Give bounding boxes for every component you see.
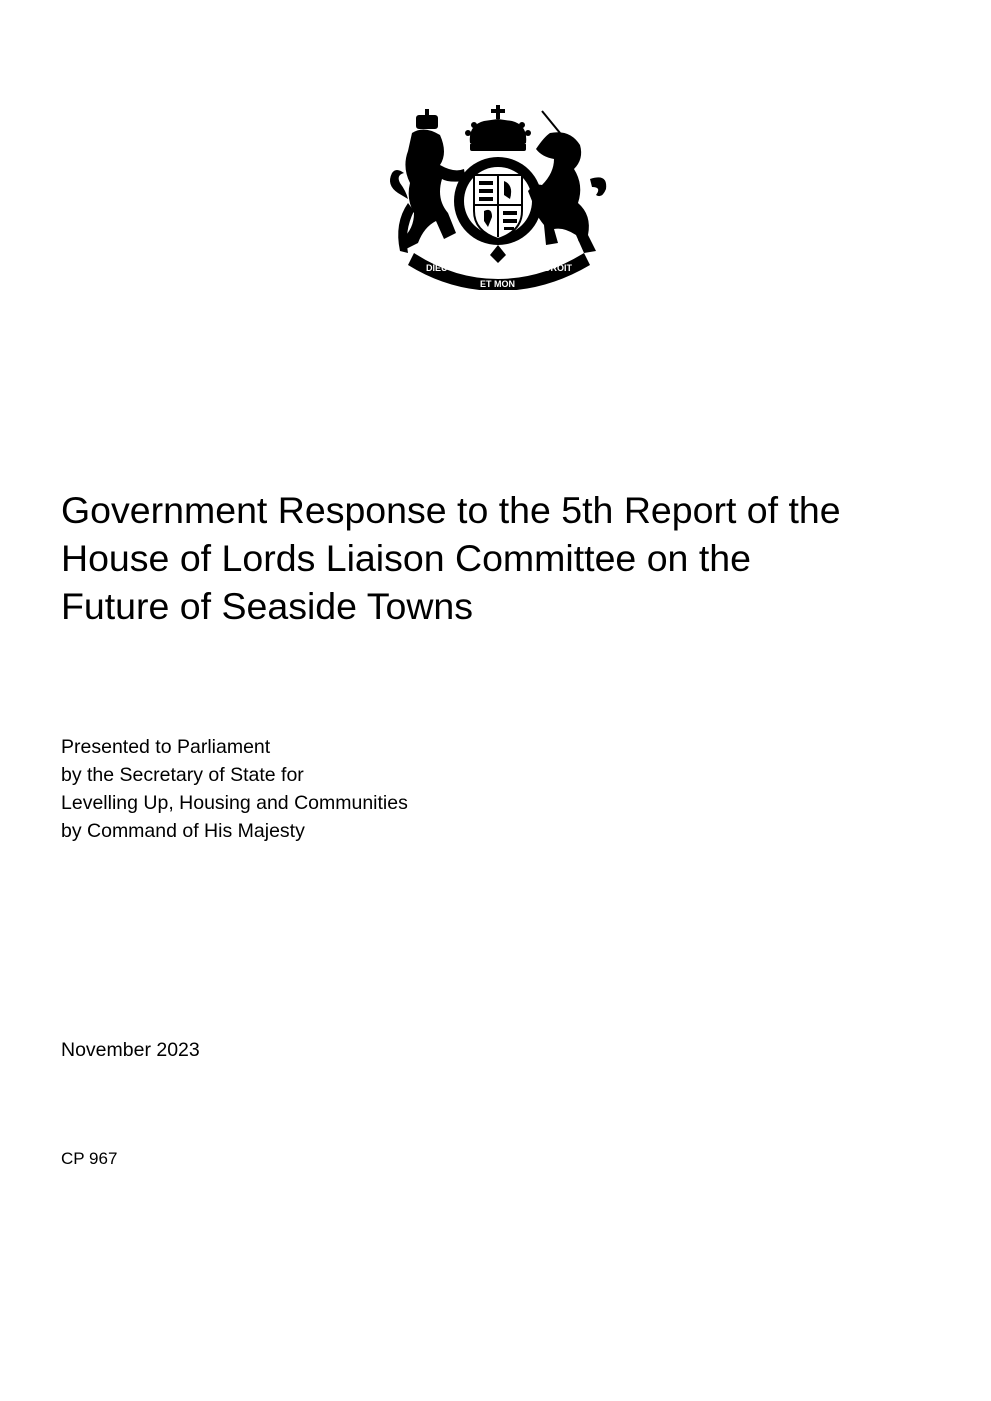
royal-coat-of-arms-icon (384, 103, 614, 290)
presented-line: by Command of His Majesty (61, 820, 305, 842)
motto-right: DROIT (544, 263, 572, 273)
presentation-statement (61, 733, 408, 845)
motto-left: DIEU (426, 263, 448, 273)
command-paper-number: CP 967 (61, 1149, 118, 1168)
presented-line: by the Secretary of State for (61, 764, 304, 786)
presented-line: Presented to Parliament (61, 736, 271, 758)
motto-center: ET MON (480, 279, 515, 289)
publication-date: November 2023 (61, 1039, 200, 1061)
title-line: House of Lords Liaison Committee on the (61, 537, 751, 579)
presented-line: Levelling Up, Housing and Communities (61, 792, 408, 814)
title-line: Future of Seaside Towns (61, 585, 474, 627)
title-line: Government Response to the 5th Report of the (61, 489, 841, 531)
document-title (61, 486, 941, 630)
